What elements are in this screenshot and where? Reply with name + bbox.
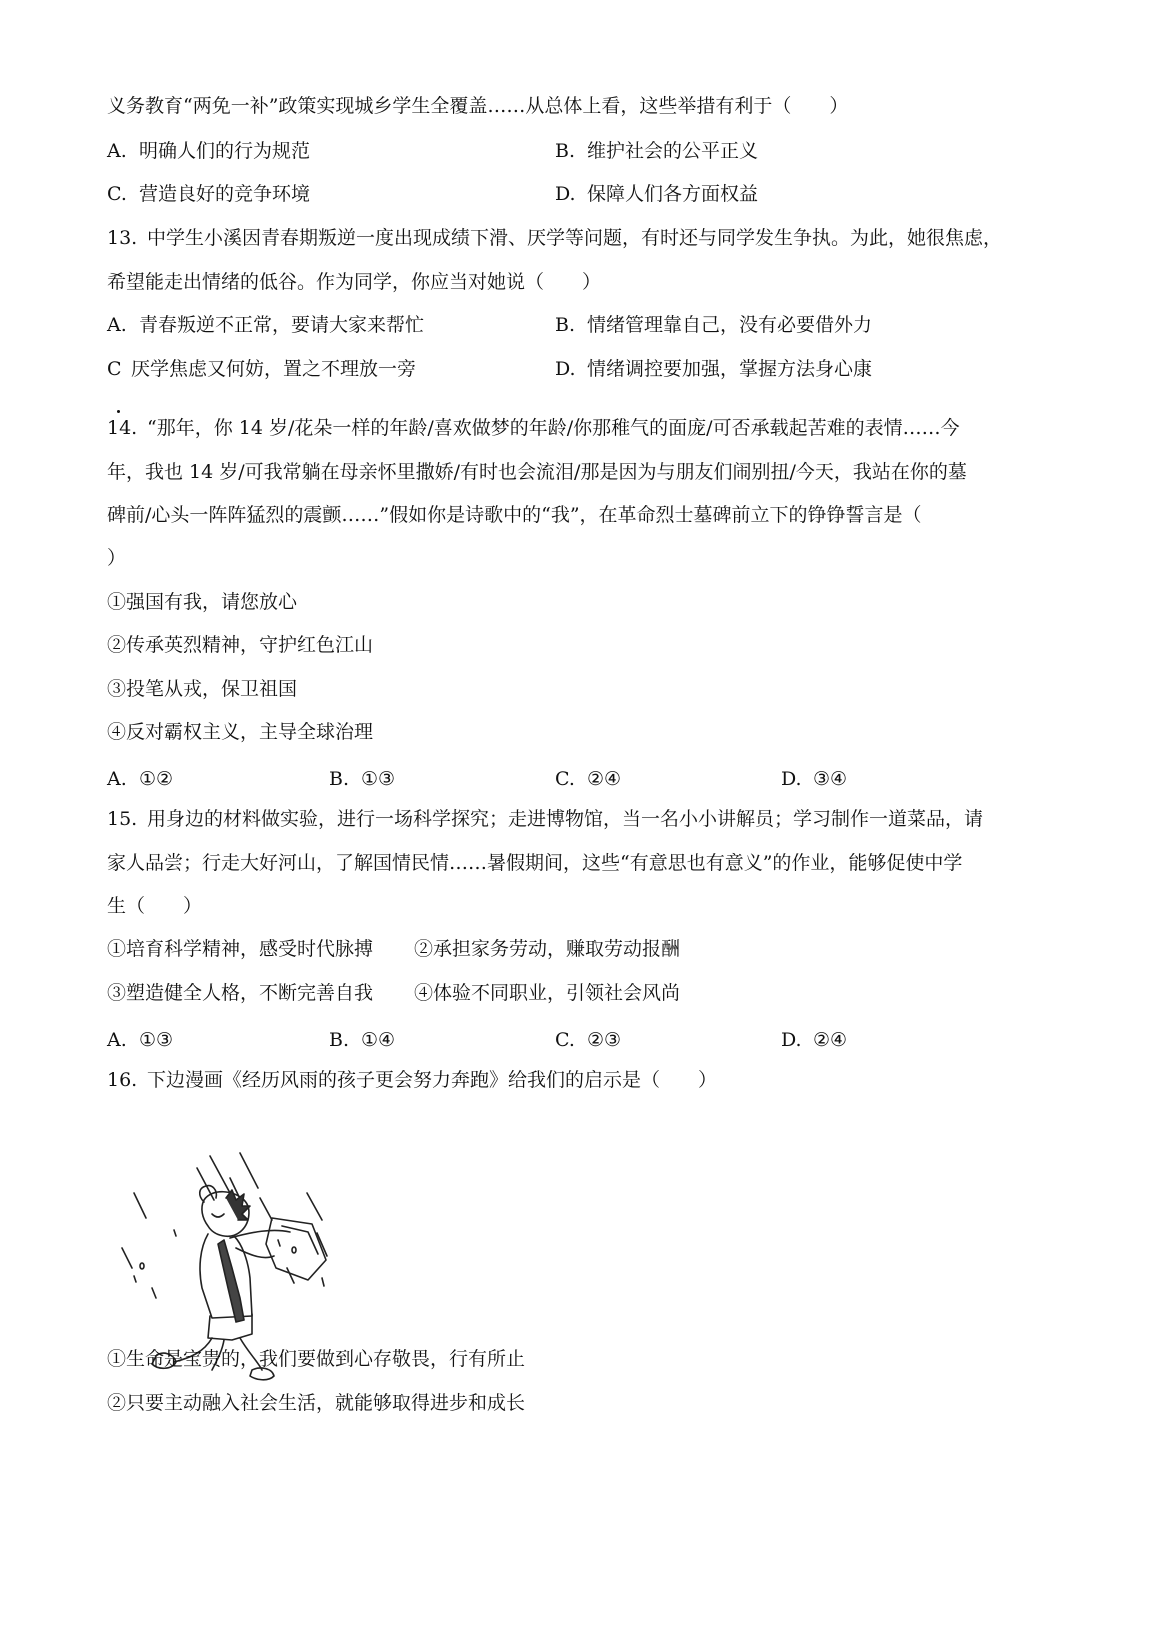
option-text: 明确人们的行为规范 (139, 140, 311, 162)
q15-stem-line-3: 生（ ） (107, 895, 203, 917)
q12-stem-continuation: 义务教育“两免一补”政策实现城乡学生全覆盖……从总体上看，这些举措有利于（ ） (107, 95, 849, 117)
q15-option-c[interactable] (555, 1028, 621, 1052)
q13-option-b[interactable] (555, 313, 872, 337)
q14-option-d[interactable] (781, 767, 847, 791)
q16-stem-line-1 (107, 1068, 717, 1092)
option-text: ①③ (139, 1029, 174, 1051)
q12-option-b[interactable] (555, 139, 758, 163)
q14-stem-line-4: ） (107, 547, 127, 569)
option-text: 营造良好的竞争环境 (139, 183, 311, 205)
q14-stem-line-1 (107, 416, 960, 440)
q14-stem-line-2: 年，我也 14 岁/可我常躺在母亲怀里撒娇/有时也会流泪/那是因为与朋友们闹别扭/今天，我站在你的墓 (107, 461, 967, 483)
q15-item-1: ①培育科学精神，感受时代脉搏 (107, 938, 374, 960)
q15-item-3: ③塑造健全人格，不断完善自我 (107, 982, 374, 1004)
stem-text: 中学生小溪因青春期叛逆一度出现成绩下滑、厌学等问题，有时还与同学发生争执。为此，她很焦虑， (147, 227, 1003, 249)
question-number: 13. (107, 227, 138, 249)
q15-item-2: ②承担家务劳动，赚取劳动报酬 (414, 938, 681, 960)
q15-option-a[interactable] (107, 1028, 173, 1052)
q13-option-d[interactable] (555, 357, 872, 381)
option-letter: D. (555, 358, 576, 380)
option-letter: B. (329, 1029, 350, 1051)
option-text: ①④ (361, 1029, 396, 1051)
q12-option-c[interactable] (107, 182, 310, 206)
option-letter: C. (555, 768, 575, 790)
q14-stem-line-3: 碑前/心头一阵阵猛烈的震颤……”假如你是诗歌中的“我”，在革命烈士墓碑前立下的铮铮誓言是（ (107, 504, 922, 526)
option-text: 青春叛逆不正常，要请大家来帮忙 (139, 314, 425, 336)
option-letter: C. (107, 183, 127, 205)
option-text: 保障人们各方面权益 (587, 183, 759, 205)
q12-option-d[interactable] (555, 182, 758, 206)
option-letter: D. (555, 183, 576, 205)
option-letter: C. (555, 1029, 575, 1051)
option-text: ②④ (587, 768, 622, 790)
q16-item-1: ①生命是宝贵的，我们要做到心存敬畏，行有所止 (107, 1348, 526, 1370)
option-text: ①② (139, 768, 174, 790)
option-text: ②③ (587, 1029, 622, 1051)
option-text: 厌学焦虑又何妨，置之不理放一旁 (131, 358, 417, 380)
option-text: 情绪管理靠自己，没有必要借外力 (587, 314, 873, 336)
option-letter: A. (107, 768, 127, 790)
option-letter: B. (329, 768, 350, 790)
option-text: ③④ (813, 768, 848, 790)
q14-option-c[interactable] (555, 767, 621, 791)
q13-stem-line-2: 希望能走出情绪的低谷。作为同学，你应当对她说（ ） (107, 271, 602, 293)
option-text: ②④ (813, 1029, 848, 1051)
q14-item-1: ①强国有我，请您放心 (107, 591, 298, 613)
q15-item-4: ④体验不同职业，引领社会风尚 (414, 982, 681, 1004)
stem-text: 下边漫画《经历风雨的孩子更会努力奔跑》给我们的启示是（ ） (147, 1069, 718, 1091)
q14-item-3: ③投笔从戎，保卫祖国 (107, 678, 298, 700)
question-number: 14. (107, 417, 138, 439)
option-letter: B. (555, 314, 576, 336)
q15-option-b[interactable] (329, 1028, 395, 1052)
option-letter: D. (781, 1029, 802, 1051)
q14-option-a[interactable] (107, 767, 173, 791)
option-letter: A. (107, 140, 127, 162)
option-letter: B. (555, 140, 576, 162)
stem-text: 用身边的材料做实验，进行一场科学探究；走进博物馆，当一名小小讲解员；学习制作一道菜品，请 (147, 808, 984, 830)
stem-text: “那年，你 14 岁/花朵一样的年龄/喜欢做梦的年龄/你那稚气的面庞/可否承载起苦难的表情……今 (147, 417, 960, 439)
q14-option-b[interactable] (329, 767, 395, 791)
option-text: 维护社会的公平正义 (587, 140, 759, 162)
stray-dot-mark (117, 410, 120, 413)
option-letter: C (107, 358, 122, 380)
q15-stem-line-2: 家人品尝；行走大好河山，了解国情民情……暑假期间，这些“有意思也有意义”的作业，能够促使中学 (107, 852, 963, 874)
option-text: ①③ (361, 768, 396, 790)
q15-stem-line-1 (107, 807, 983, 831)
question-number: 16. (107, 1069, 138, 1091)
q15-option-d[interactable] (781, 1028, 847, 1052)
question-number: 15. (107, 808, 138, 830)
option-text: 情绪调控要加强，掌握方法身心康 (587, 358, 873, 380)
q13-stem-line-1 (107, 226, 1002, 250)
q16-item-2: ②只要主动融入社会生活，就能够取得进步和成长 (107, 1392, 526, 1414)
option-letter: A. (107, 1029, 127, 1051)
q13-option-c[interactable] (107, 357, 416, 381)
option-letter: A. (107, 314, 127, 336)
q14-item-2: ②传承英烈精神，守护红色江山 (107, 634, 374, 656)
option-letter: D. (781, 768, 802, 790)
q14-item-4: ④反对霸权主义，主导全球治理 (107, 721, 374, 743)
q12-option-a[interactable] (107, 139, 310, 163)
q13-option-a[interactable] (107, 313, 424, 337)
